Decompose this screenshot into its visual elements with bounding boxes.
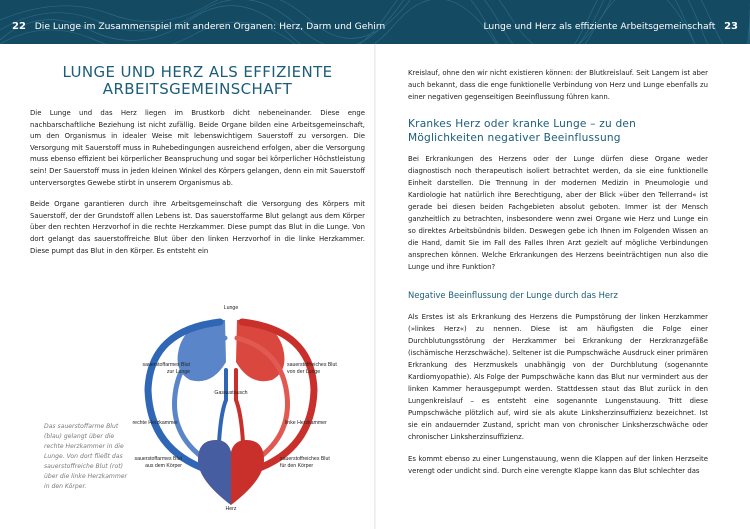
label-rich-body-2: für den Körper — [280, 463, 314, 469]
right-page-number: 23 — [724, 21, 738, 32]
label-poor-body-2: aus dem Körper — [145, 463, 182, 469]
right-running-title: Lunge und Herz als effiziente Arbeitsgemeinschaft — [483, 21, 716, 32]
right-page — [408, 67, 708, 487]
label-right-chamber: rechte Herzkammer — [132, 420, 178, 426]
header-bar — [0, 0, 750, 44]
left-paragraph-2: Beide Organe garantieren durch ihre Arbeitsgemeinschaft die Versorgung des Körpers mit Sauerstoff, der der Grundstoff allen Lebens ist. Das sauerstoffarme Blut gelangt aus dem Körper über den rechten Herzvorhof in die rechte Herzkammer. Diese pumpt das Blut in die Lunge. Von dort gelangt das sauerstoffreiche Blut über den linken Herzvorhof in die linke Herzkammer. Diese pumpt das Blut in den Körper. Es entsteht ein — [30, 200, 365, 255]
left-page-number: 22 — [12, 21, 26, 32]
chapter-title-line2: ARBEITSGEMEINSCHAFT — [102, 80, 293, 98]
label-lunge: Lunge — [223, 305, 239, 311]
left-running-title: Die Lunge im Zusammenspiel mit anderen Organen: Herz, Darm und Gehirn — [34, 21, 386, 32]
label-gasaustausch: Gasaustausch — [214, 390, 248, 396]
chapter-title-line1: LUNGE UND HERZ ALS EFFIZIENTE — [62, 63, 333, 81]
header-right — [483, 21, 738, 32]
left-paragraph-1: Die Lunge und das Herz liegen im Brustkorb dicht nebeneinander. Diese enge nachbarschaftliche Beziehung ist nicht zufällig. Beide Organe bilden eine Arbeitsgemeinschaft, um den Organismus in idealer Weise mit lebenswichtigem Sauerstoff zu versorgen. Die Versorgung mit Sauerstoff muss in Ruhebedingungen ausreichend erfolgen, aber die Versorgung muss ebenso effizient bei körperlicher Beanspruchung und sogar bei körperlicher Höchstleistung sein! Der Sauerstoff muss in jeden kleinen Winkel des Körpers gelangen, denn ein mit Sauerstoff unterversorgtes Gewebe stirbt in unserem Organismus ab. — [30, 109, 365, 187]
label-rich-lung-2: von der Lunge — [287, 369, 321, 375]
label-left-chamber: linke Herzkammer — [285, 420, 327, 426]
label-poor-body-1: sauerstoffarmes Blut — [134, 456, 182, 462]
label-poor-lung-1: sauerstoffarmes Blut — [142, 362, 190, 368]
right-paragraph-1: Kreislauf, ohne den wir nicht existieren können: der Blutkreislauf. Seit Langem ist aber auch bekannt, dass die enge funktionelle Verbindung von Herz und Lunge ebenfalls zu einer negativen gegenseitigen Beeinflussung führen kann. — [408, 69, 708, 101]
label-poor-lung-2: zur Lunge — [166, 369, 190, 375]
label-herz: Herz — [225, 506, 237, 510]
label-rich-body-1: sauerstoffreiches Blut — [280, 456, 330, 462]
right-paragraph-4: Es kommt ebenso zu einer Lungenstauung, wenn die Klappen auf der linken Herzseite verengt oder undicht sind. Durch eine verengte Klappe kann das Blut schlechter das — [408, 455, 708, 475]
subsection-heading: Negative Beeinflussung der Lunge durch das Herz — [408, 290, 618, 300]
label-rich-lung-1: sauerstoffreiches Blut — [287, 362, 337, 368]
right-paragraph-2: Bei Erkrankungen des Herzens oder der Lunge dürfen diese Organe weder diagnostisch noch therapeutisch isoliert betrachtet werden, da sie eine funktionelle Einheit darstellen. Die Trennung in der modernen Medizin in Pneumologie und Kardiologie hat natürlich ihre Berechtigung, aber der Blick »über den Tellerrand« ist gerade bei diesen beiden Fachgebieten absolut geboten. Immer ist der Mensch ganzheitlich zu betrachten, insbesondere wenn zwei Organe wie Herz und Lunge ein so direktes Arbeitsbündnis bilden. Deswegen gebe ich Ihnen im Folgenden Wissen an die Hand, damit Sie im Fall des Falles Ihren Arzt gezielt auf mögliche Verbindungen ansprechen können. Welche Erkrankungen des Herzens beeinträchtigen nun also die Lunge und ihre Funktion? — [408, 155, 708, 271]
header-left — [12, 21, 385, 32]
book-spine — [374, 44, 376, 529]
right-paragraph-3: Als Erstes ist als Erkrankung des Herzens die Pumpstörung der linken Herzkammer (»linkes Herz«) zu nennen. Diese ist am häufigsten die Folge einer Durchblutungsstörung der Herzkammer bei Erkrankung der Herzkranzgefäße (ischämische Herzschwäche). Seltener ist die Pumpschwäche Ausdruck einer primären Erkrankung des Herzmuskels unabhängig von der Durchblutung (sogenannte Kardiomyopathie). Als Folge der Pumpschwäche kann das Blut nur vermindert aus der linken Kammer herausgepumpt werden. Stattdessen staut das Blut zurück in den Lungenkreislauf – es entsteht eine sogenannte Lungenstauung. Tritt diese Pumpschwäche plötzlich auf, wird sie als akute Linksherzinsuffizienz bezeichnet. Ist sie ein andauernder Zustand, spricht man von chronischer Linksherzschwäche oder chronischer Linksherzinsuffizienz. — [408, 313, 708, 441]
chapter-title — [30, 64, 365, 98]
figure-caption: Das sauerstoffarme Blut (blau) gelangt über die rechte Herzkammer in die Lunge. Von dort fließt das sauerstoffreiche Blut (rot) über die linke Herzkammer in den Körper. — [44, 423, 128, 490]
section-heading: Krankes Herz oder kranke Lunge – zu den Möglichkeiten negativer Beeinflussung — [408, 118, 637, 144]
